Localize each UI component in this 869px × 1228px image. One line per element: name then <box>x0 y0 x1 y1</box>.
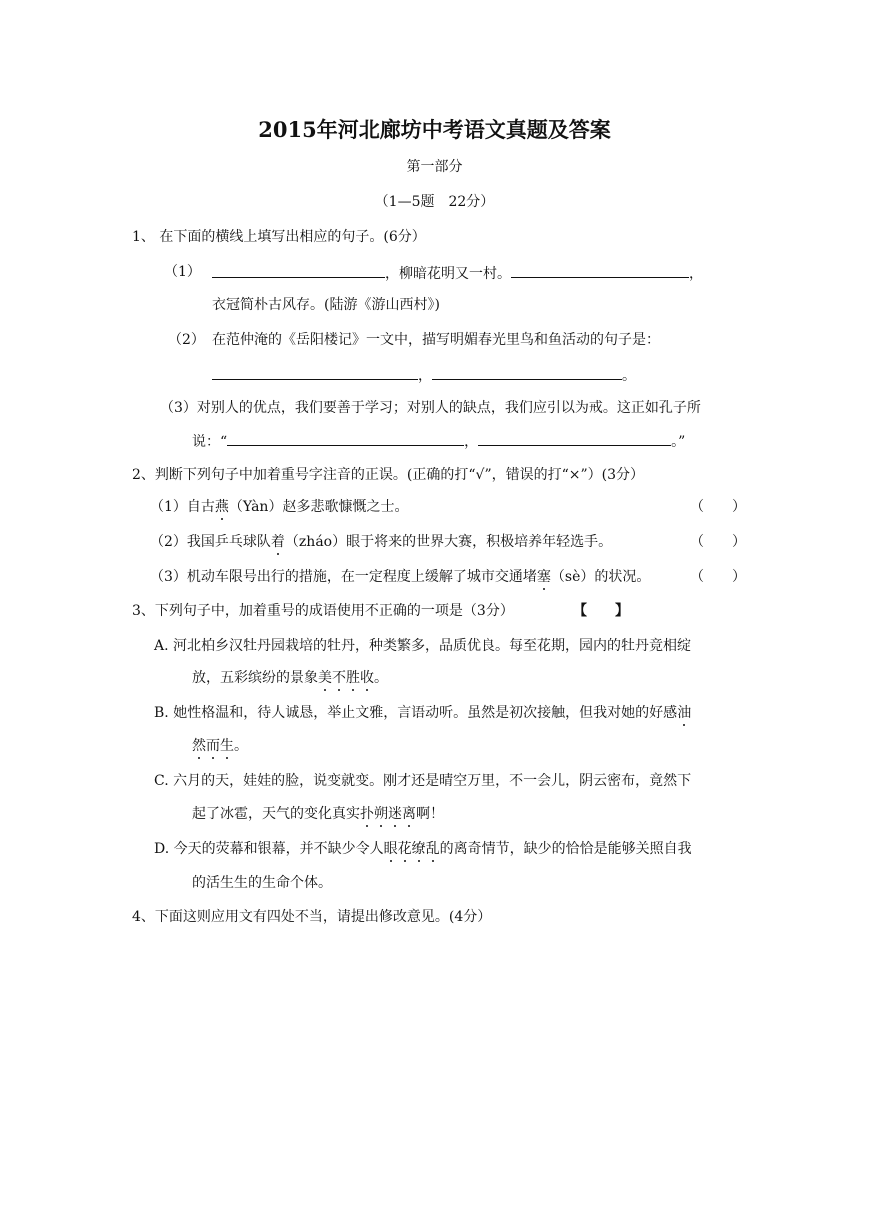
q1-s2-end: 。 <box>622 368 636 384</box>
q1-s2-comma: ， <box>418 368 432 384</box>
answer-blank[interactable] <box>212 365 418 380</box>
emphasis-char: 扑 <box>360 806 374 822</box>
q1-s1-line <box>212 263 703 283</box>
emphasis-idiom <box>192 738 234 754</box>
q1-s1-line2: 衣冠简朴古风存。(陆游《游山西村》) <box>212 297 440 313</box>
q3-answer-bracket[interactable]: 【 】 <box>573 603 629 619</box>
emphasis-char: 迷 <box>388 806 402 822</box>
q1-s3-comma: ， <box>464 434 479 450</box>
emphasis-idiom <box>318 670 374 686</box>
q1-s1-mid: ，柳暗花明又一村。 <box>385 266 511 282</box>
emphasis-idiom <box>384 841 440 857</box>
q3-option-c-line2: 起了冰雹，天气的变化真实扑朔迷离啊！ <box>192 806 444 822</box>
answer-blank[interactable] <box>212 263 385 278</box>
emphasis-char: 美 <box>318 670 332 686</box>
q3-option-b-line1: B. 她性格温和，待人诚恳，举止文雅，言语动听。虽然是初次接触，但我对她的好感油 <box>154 705 692 721</box>
q3-option-c-line1: C. 六月的天，娃娃的脸，说变就变。刚才还是晴空万里，不一会儿，阴云密布，竟然下 <box>154 773 692 789</box>
document-title: 2015年河北廊坊中考语文真题及答案 <box>258 117 611 142</box>
part-heading: 第一部分 <box>406 159 463 175</box>
q1-s3-lead: 说：“ <box>192 434 228 450</box>
emphasis-char: 不 <box>332 670 346 686</box>
q1-stem: 1、 在下面的横线上填写出相应的句子。(6分） <box>132 229 426 245</box>
q2-answer-paren-1[interactable]: （ ） <box>690 499 746 515</box>
emphasis-char: 离 <box>402 806 416 822</box>
emphasis-char: 朔 <box>374 806 388 822</box>
answer-blank[interactable] <box>432 365 622 380</box>
emphasis-char: 花 <box>397 841 412 857</box>
q2-answer-paren-3[interactable]: （ ） <box>690 569 746 585</box>
q1-s2-number: （2） <box>168 332 205 348</box>
emphasis-char: 收 <box>360 670 374 686</box>
q1-s2-text: 在范仲淹的《岳阳楼记》一文中，描写明媚春光里鸟和鱼活动的句子是： <box>212 332 660 348</box>
emphasis-char: 燕 <box>214 499 229 515</box>
part-range: （1—5题 22分） <box>374 194 495 210</box>
q4-stem: 4、下面这则应用文有四处不当，请提出修改意见。(4分） <box>132 909 492 925</box>
answer-blank[interactable] <box>227 431 464 446</box>
q3-option-a-line1: A. 河北柏乡汉牡丹园栽培的牡丹，种类繁多，品质优良。每至花期，园内的牡丹竞相绽 <box>154 638 692 654</box>
emphasis-char: 塞 <box>536 569 551 585</box>
q3-option-b-line2: 然而生。 <box>192 738 248 754</box>
q3-stem: 3、下列句子中，加着重号的成语使用不正确的一项是（3分） <box>132 603 514 619</box>
q3-option-d-line1: D. 今天的荧幕和银幕，并不缺少令人眼花缭乱的离奇情节，缺少的恰恰是能够关照自我 <box>154 841 692 857</box>
emphasis-char: 乱 <box>425 841 440 857</box>
q2-item-2: （2）我国乒乓球队着（zháo）眼于将来的世界大赛，积极培养年轻选手。 <box>150 534 613 550</box>
emphasis-char: 眼 <box>383 841 398 857</box>
emphasis-idiom <box>360 806 416 822</box>
answer-blank[interactable] <box>511 263 689 278</box>
q1-s1-number: （1） <box>164 264 201 280</box>
answer-blank[interactable] <box>478 431 671 446</box>
q1-s3-line <box>192 431 685 451</box>
emphasis-char: 着 <box>270 534 285 550</box>
emphasis-char: 油 <box>677 705 692 721</box>
q1-s3-text: （3）对别人的优点，我们要善于学习；对别人的缺点，我们应引以为戒。这正如孔子所 <box>160 400 701 416</box>
emphasis-char: 然 <box>192 738 206 754</box>
q2-stem: 2、判断下列句子中加着重号字注音的正误。(正确的打“√”，错误的打“×”）(3分） <box>132 467 645 483</box>
emphasis-char: 胜 <box>346 670 360 686</box>
q2-answer-paren-2[interactable]: （ ） <box>690 534 746 550</box>
q1-s1-end: ， <box>689 266 703 282</box>
emphasis-char: 缭 <box>411 841 426 857</box>
q1-s3-end: 。” <box>671 434 686 450</box>
q2-item-1: （1）自古燕（Yàn）赵多悲歌慷慨之士。 <box>150 499 409 515</box>
emphasis-char: 生 <box>220 738 234 754</box>
q1-s2-line <box>212 365 636 385</box>
q2-item-3: （3）机动车限号出行的措施，在一定程度上缓解了城市交通堵塞（sè）的状况。 <box>150 569 651 585</box>
q3-option-a-line2: 放，五彩缤纷的景象美不胜收。 <box>192 670 388 686</box>
q3-option-d-line2: 的活生生的生命个体。 <box>192 875 332 891</box>
emphasis-char: 而 <box>206 738 220 754</box>
emphasis-idiom <box>677 705 691 721</box>
